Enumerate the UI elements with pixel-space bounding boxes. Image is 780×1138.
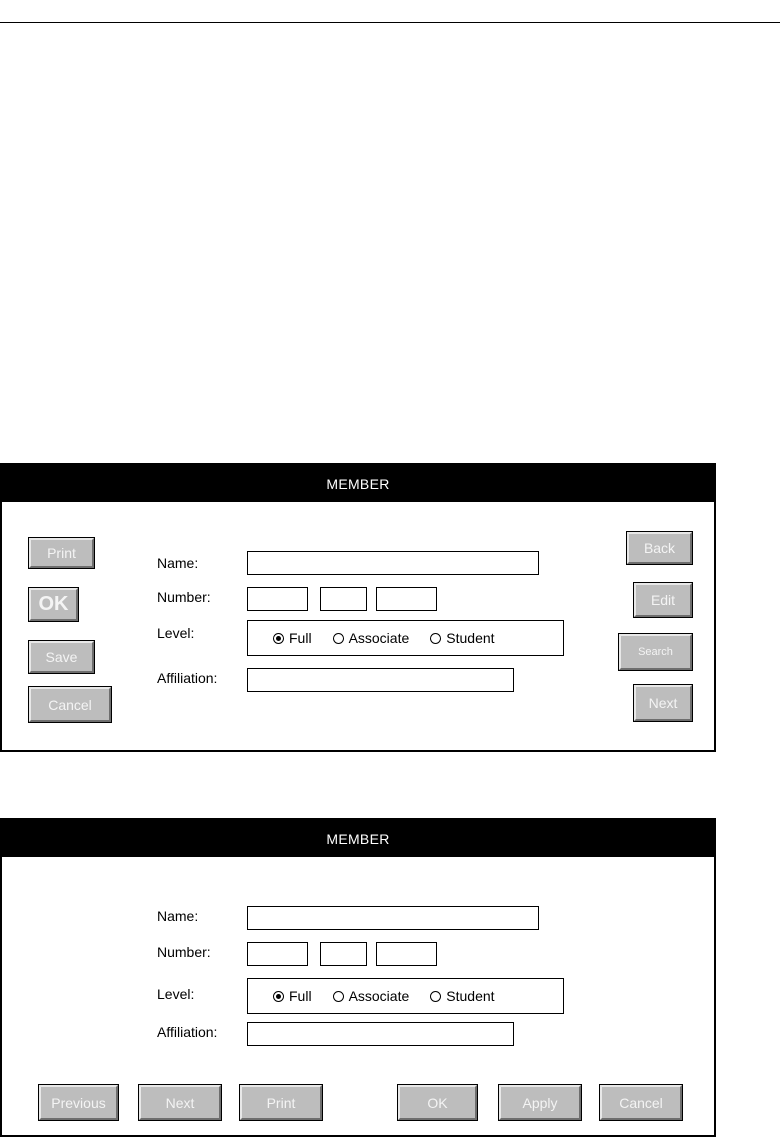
next-button[interactable]: Next [139,1085,221,1120]
level-option-student[interactable] [430,630,494,646]
radio-selected-icon [273,991,284,1002]
level-radio-group [247,978,564,1014]
back-button[interactable]: Back [627,532,692,564]
radio-unselected-icon [430,991,441,1002]
apply-button[interactable]: Apply [499,1085,581,1120]
affiliation-label: Affiliation: [157,1024,218,1040]
radio-selected-icon [273,633,284,644]
dialog-title: MEMBER [326,475,390,492]
name-label: Name: [157,555,199,571]
number-input-part3[interactable] [376,942,437,966]
radio-unselected-icon [333,633,344,644]
level-option-label: Associate [348,630,410,646]
level-option-label: Associate [348,988,410,1004]
affiliation-input[interactable] [247,1022,514,1046]
level-option-full[interactable] [273,988,312,1004]
name-input[interactable] [247,906,539,930]
level-label: Level: [157,625,195,641]
radio-unselected-icon [333,991,344,1002]
print-button[interactable]: Print [29,538,94,568]
level-radio-group [247,620,564,656]
affiliation-label: Affiliation: [157,670,218,686]
ok-button[interactable]: OK [398,1085,477,1120]
previous-button[interactable]: Previous [39,1085,118,1120]
level-label: Level: [157,986,195,1002]
affiliation-input[interactable] [247,668,514,692]
level-option-associate[interactable] [333,988,410,1004]
level-option-label: Full [289,988,312,1004]
edit-button[interactable]: Edit [634,583,692,617]
number-input-part2[interactable] [320,587,367,611]
search-button[interactable]: Search [619,634,692,670]
level-option-label: Student [446,988,495,1004]
level-option-full[interactable] [273,630,312,646]
number-input-part2[interactable] [320,942,367,966]
number-label: Number: [157,944,211,960]
member-dialog-bottombuttons [0,818,716,1137]
dialog-title-bar [2,820,714,857]
dialog-title: MEMBER [326,830,390,847]
number-input-part1[interactable] [247,587,308,611]
name-label: Name: [157,908,199,924]
level-option-label: Full [289,630,312,646]
level-option-associate[interactable] [333,630,410,646]
number-input-part3[interactable] [376,587,437,611]
radio-unselected-icon [430,633,441,644]
level-option-student[interactable] [430,988,494,1004]
next-button[interactable]: Next [634,685,692,721]
number-label: Number: [157,589,211,605]
print-button[interactable]: Print [240,1085,322,1120]
name-input[interactable] [247,551,539,575]
cancel-button[interactable]: Cancel [600,1085,682,1120]
level-option-label: Student [446,630,495,646]
cancel-button[interactable]: Cancel [29,687,111,722]
member-dialog-sidebuttons [0,463,716,752]
ok-button[interactable]: OK [29,588,78,621]
save-button[interactable]: Save [29,641,94,673]
page-top-rule [0,22,780,23]
dialog-title-bar [2,465,714,502]
number-input-part1[interactable] [247,942,308,966]
